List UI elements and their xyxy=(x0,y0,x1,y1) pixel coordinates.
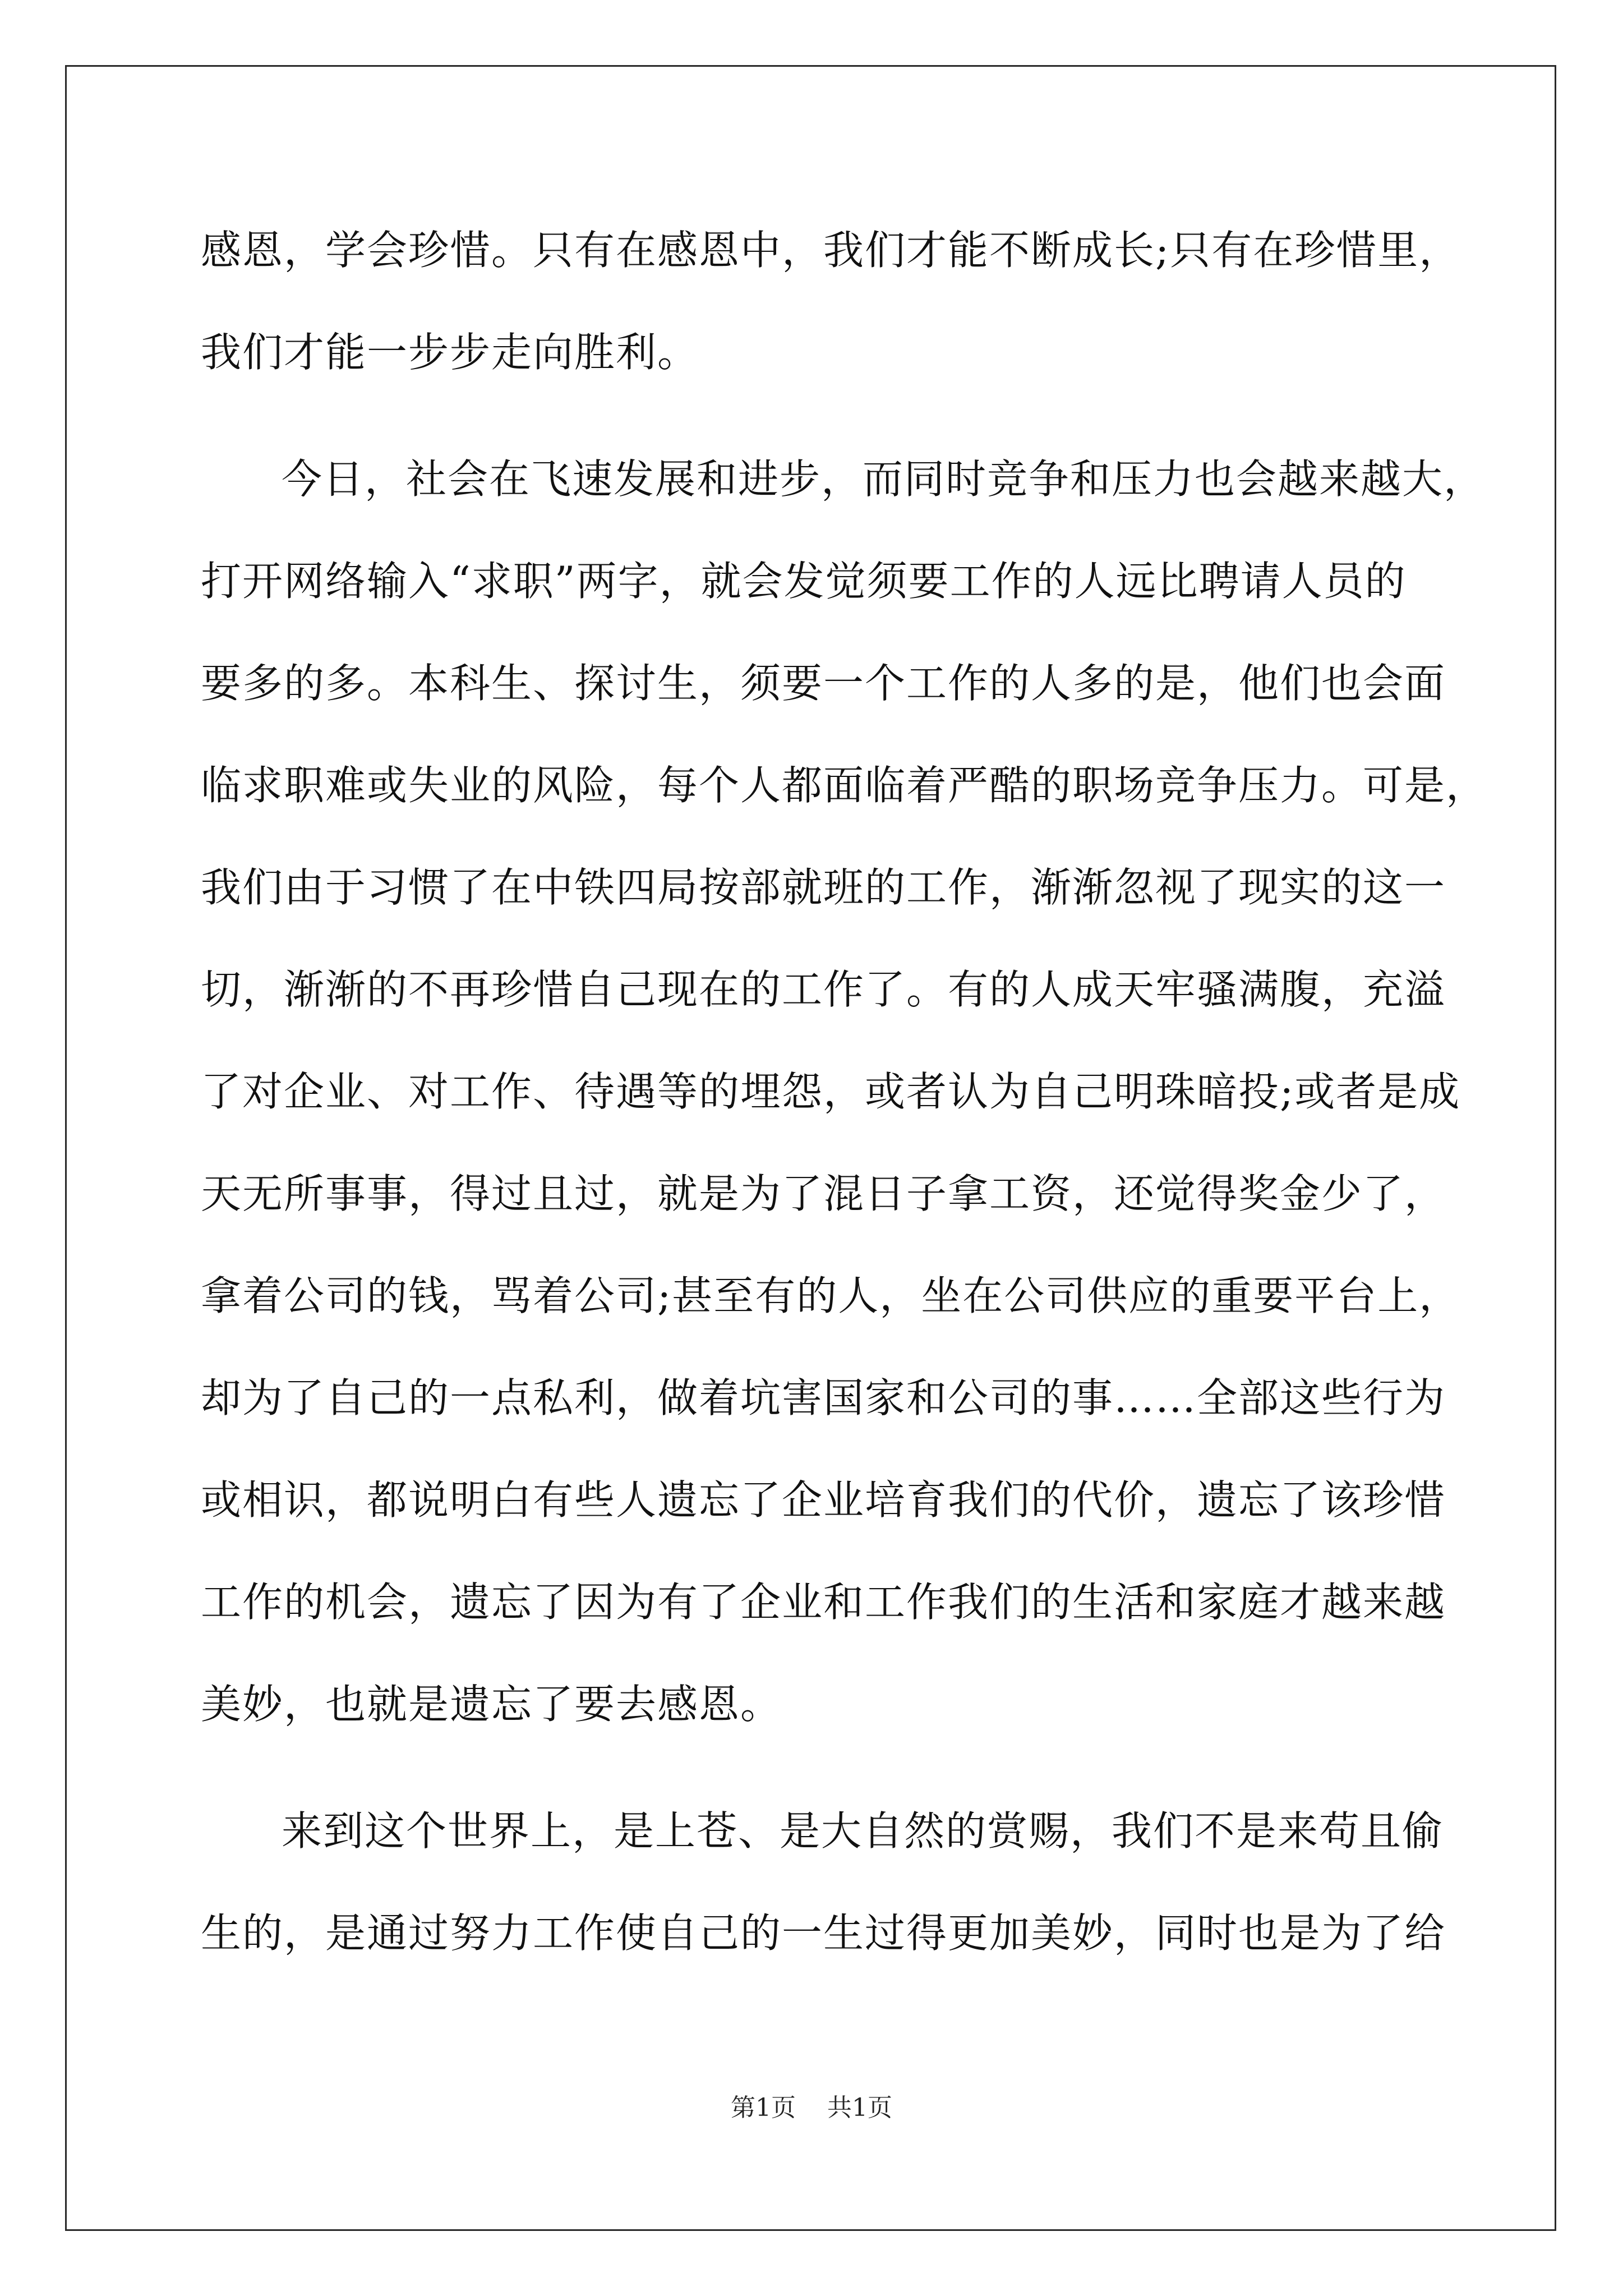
paragraph-1-line-1: 感恩，学会珍惜。只有在感恩中，我们才能不断成长;只有在珍惜里， xyxy=(201,227,1461,274)
paragraph-2-line-4: 临求职难或失业的风险，每个人都面临着严酷的职场竞争压力。可是， xyxy=(201,762,1488,809)
page-number: 第1页 xyxy=(731,2093,796,2122)
paragraph-2-line-9: 拿着公司的钱，骂着公司;甚至有的人，坐在公司供应的重要平台上， xyxy=(201,1272,1461,1319)
paragraph-2-line-10: 却为了自己的一点私利，做着坑害国家和公司的事……全部这些行为 xyxy=(201,1374,1446,1421)
paragraph-2-line-8: 天无所事事，得过且过，就是为了混日子拿工资，还觉得奖金少了， xyxy=(201,1170,1446,1217)
paragraph-2-line-5: 我们由于习惯了在中铁四局按部就班的工作，渐渐忽视了现实的这一 xyxy=(201,864,1446,911)
paragraph-2-line-13: 美妙，也就是遗忘了要去感恩。 xyxy=(201,1681,782,1728)
page-footer xyxy=(0,2091,1623,2125)
paragraph-2-line-3: 要多的多。本科生、探讨生，须要一个工作的人多的是，他们也会面 xyxy=(201,660,1446,707)
page-total: 共1页 xyxy=(827,2093,892,2122)
paragraph-1-line-2: 我们才能一步步走向胜利。 xyxy=(201,329,699,376)
paragraph-2-line-1: 今日，社会在飞速发展和进步，而同时竞争和压力也会越来越大， xyxy=(282,455,1486,503)
paragraph-2-line-7: 了对企业、对工作、待遇等的埋怨，或者认为自己明珠暗投;或者是成 xyxy=(201,1068,1461,1115)
paragraph-3-line-1: 来到这个世界上，是上苍、是大自然的赏赐，我们不是来苟且偷 xyxy=(282,1807,1444,1855)
paragraph-2-line-6: 切，渐渐的不再珍惜自己现在的工作了。有的人成天牢骚满腹，充溢 xyxy=(201,966,1446,1013)
document-body xyxy=(201,209,1488,1994)
paragraph-3-line-2: 生的，是通过努力工作使自己的一生过得更加美妙，同时也是为了给 xyxy=(201,1910,1446,1957)
paragraph-2-line-11: 或相识，都说明白有些人遗忘了企业培育我们的代价，遗忘了该珍惜 xyxy=(201,1476,1446,1524)
paragraph-2-line-12: 工作的机会，遗忘了因为有了企业和工作我们的生活和家庭才越来越 xyxy=(201,1579,1446,1626)
paragraph-2-line-2: 打开网络输入“求职”两字，就会发觉须要工作的人远比聘请人员的 xyxy=(201,558,1407,605)
